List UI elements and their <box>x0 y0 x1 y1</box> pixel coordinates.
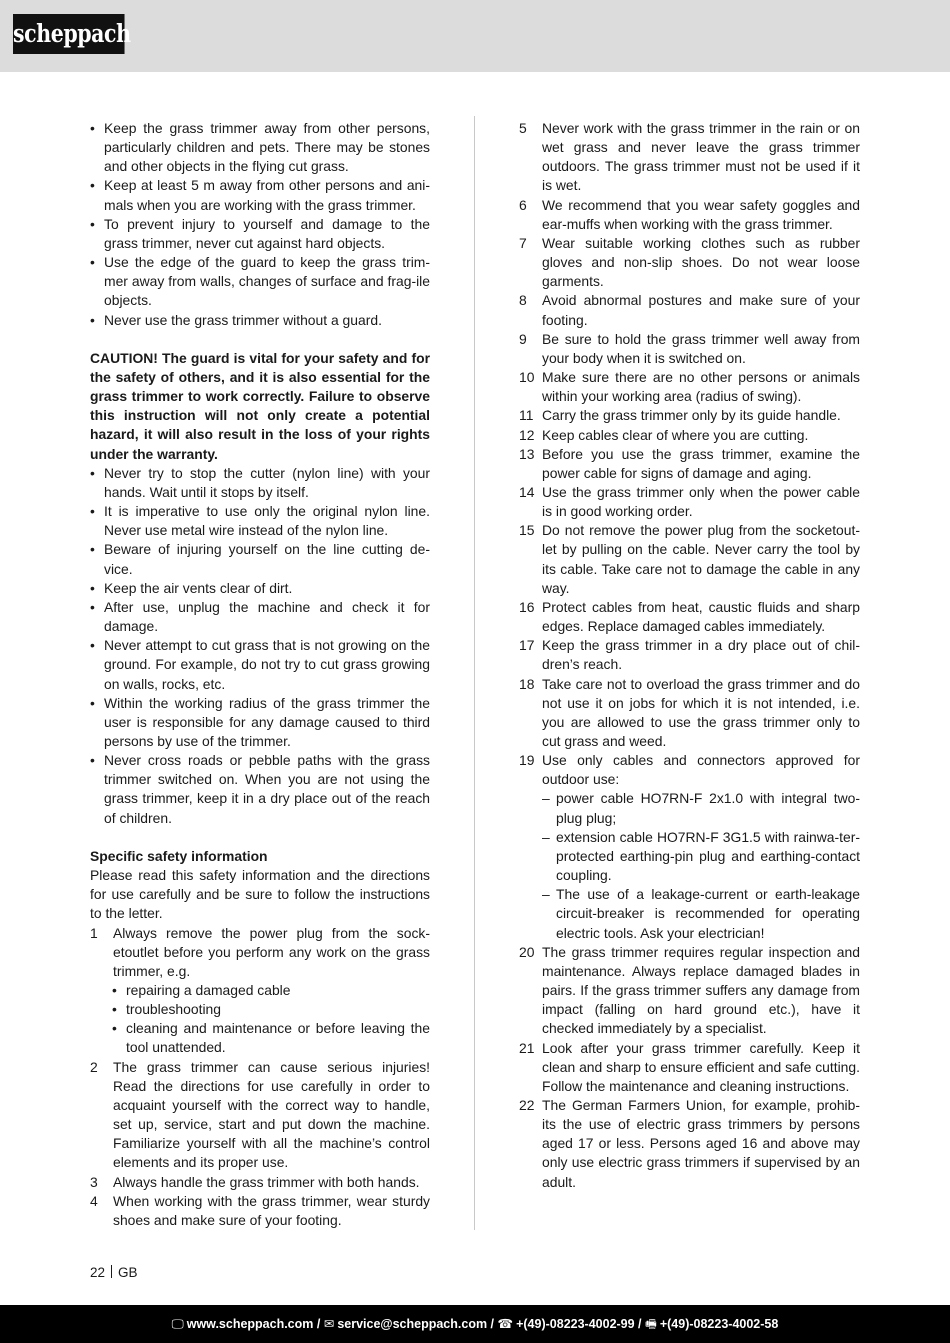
footer-fax: +(49)-08223-4002-58 <box>659 1317 779 1331</box>
footer-email: service@scheppach.com / <box>337 1317 495 1331</box>
list-item: • Never attempt to cut grass that is not growing on the ground. For example, do not try to cut grass growing on walls, rocks, etc. <box>90 636 430 693</box>
section-intro: Please read this safety information and the directions for use carefully and be sure to follow the instructions to the letter. <box>90 867 430 922</box>
item-text: Do not remove the power plug from the socketout-let by pulling on the cable. Never carry the tool by its cable. Take care not to damage the cable in any way. <box>542 522 860 596</box>
item-text: The German Farmers Union, for example, prohib-its the use of electric grass trimmers by persons aged 17 or less. Persons aged 16 and above may only use electric grass trimmers if supervised by an adult. <box>542 1096 860 1190</box>
numbered-item <box>90 1173 430 1192</box>
item-number: 13 <box>519 445 535 462</box>
item-text: Be sure to hold the grass trimmer well away from your body when it is switched on. <box>542 330 860 366</box>
item-number: 12 <box>519 426 535 443</box>
item-number: 6 <box>519 196 527 213</box>
item-text: Protect cables from heat, caustic fluids and sharp edges. Replace damaged cables immediately. <box>542 598 860 635</box>
item-number: 7 <box>519 234 527 251</box>
list-item: • Use the edge of the guard to keep the grass trim-mer away from walls, changes of surface and frag-ile objects. <box>90 253 430 310</box>
item-text: The grass trimmer requires regular inspection and maintenance. Always replace damaged blades in pairs. If the grass trimmer suffers any damage from impact (falling on hard ground etc.), have it checked immediately by a specialist. <box>542 943 860 1037</box>
item-text: Keep the grass trimmer in a dry place out of chil-dren’s reach. <box>542 637 860 673</box>
item-number: 10 <box>519 369 535 386</box>
list-item: • Keep at least 5 m away from other persons and ani-mals when you are working with the grass trimmer. <box>90 176 430 214</box>
list-item: • Keep the grass trimmer away from other persons, particularly children and pets. There may be stones and other objects in the flying cut grass. <box>90 119 430 176</box>
item-text: Use the grass trimmer only when the power cable is in good working order. <box>542 483 860 520</box>
item-text: When working with the grass trimmer, wear sturdy shoes and make sure of your footing. <box>113 1192 430 1228</box>
column-divider <box>474 116 475 1230</box>
section-heading: Specific safety information <box>90 847 268 864</box>
numbered-item <box>519 483 860 521</box>
numbered-item <box>90 924 430 981</box>
numbered-item <box>519 521 860 598</box>
item-text: The grass trimmer can cause serious injuries! Read the directions for use carefully in order to acquaint yourself with the correct way to handle, set up, service, start and put down the machine. Familiarize yourself with all the machine’s control elements and its proper use. <box>113 1058 430 1171</box>
numbered-item <box>519 368 860 406</box>
numbered-item <box>519 426 860 445</box>
list-item: • To prevent injury to yourself and damage to the grass trimmer, never cut against hard objects. <box>90 215 430 253</box>
item-number: 19 <box>519 752 535 769</box>
footer-website: www.scheppach.com / <box>186 1317 321 1331</box>
list-item: • Beware of injuring yourself on the line cutting de-vice. <box>90 540 430 578</box>
item-number: 8 <box>519 292 527 309</box>
list-item: • It is imperative to use only the original nylon line. Never use metal wire instead of the nylon line. <box>90 502 430 540</box>
item-text: We recommend that you wear safety goggles and ear-muffs when working with the grass trimmer. <box>542 196 860 232</box>
computer-icon: 🖵 <box>171 1317 184 1331</box>
numbered-item <box>519 636 860 674</box>
item-number: 17 <box>519 637 535 654</box>
item-number: 4 <box>90 1192 98 1209</box>
list-item: • Keep the air vents clear of dirt. <box>90 579 430 598</box>
numbered-item <box>90 1058 430 1173</box>
page-footer <box>0 1305 950 1343</box>
phone-icon: ☎ <box>497 1317 514 1331</box>
intro-bullet-list <box>90 119 430 330</box>
scheppach-logo: scheppach <box>13 14 125 54</box>
numbered-item <box>519 751 860 789</box>
numbered-item <box>519 598 860 636</box>
list-item: • Never try to stop the cutter (nylon line) with your hands. Wait until it stops by itself. <box>90 464 430 502</box>
item-text: Before you use the grass trimmer, examine the power cable for signs of damage and aging. <box>542 445 860 481</box>
item-text: Keep cables clear of where you are cutting. <box>542 426 809 443</box>
sub-list-item: • troubleshooting <box>90 1000 430 1019</box>
numbered-item <box>519 1039 860 1096</box>
numbered-item <box>519 234 860 291</box>
list-item: • Within the working radius of the grass trimmer the user is responsible for any damage caused to third persons by use of the trimmer. <box>90 694 430 751</box>
mail-icon: ✉ <box>323 1317 335 1331</box>
page-header <box>0 0 950 72</box>
numbered-list-b <box>519 943 860 1192</box>
sub-list-item: • repairing a damaged cable <box>90 981 430 1000</box>
footer-phone: +(49)-08223-4002-99 / <box>516 1317 642 1331</box>
item-number: 2 <box>90 1058 98 1075</box>
item-number: 14 <box>519 483 535 500</box>
item-number: 18 <box>519 675 535 692</box>
numbered-item <box>519 291 860 329</box>
numbered-list-a <box>519 119 860 789</box>
fax-icon: 🖷 <box>645 1317 657 1331</box>
item-text: Use only cables and connectors approved for outdoor use: <box>542 752 860 788</box>
item-text: Always handle the grass trimmer with both hands. <box>113 1173 420 1190</box>
page-number <box>90 1265 138 1280</box>
list-item: • After use, unplug the machine and check it for damage. <box>90 598 430 636</box>
numbered-item <box>519 1096 860 1192</box>
item-number: 11 <box>519 407 534 424</box>
item-text: Always remove the power plug from the sock-etoutlet before you perform any work on the grass trimmer, e.g. <box>113 924 430 979</box>
list-item: • Never use the grass trimmer without a guard. <box>90 311 430 330</box>
item-number: 20 <box>519 943 535 960</box>
dash-item: – The use of a leakage-current or earth-leakage circuit-breaker is recommended for operating electric tools. Ask your electrician! <box>519 885 860 942</box>
numbered-item <box>519 675 860 752</box>
numbered-item <box>519 943 860 1039</box>
item-text: Carry the grass trimmer only by its guide handle. <box>542 407 841 424</box>
item-text: Never work with the grass trimmer in the rain or on wet grass and never leave the grass trimmer outdoors. The grass trimmer must not be used if it is wet. <box>542 120 860 194</box>
caution-bullet-list <box>90 464 430 828</box>
dash-item: – power cable HO7RN-F 2x1.0 with integral two-plug plug; <box>519 789 860 827</box>
item-text: Look after your grass trimmer carefully. Keep it clean and sharp to ensure efficient and safe cutting. Follow the maintenance and cleaning instructions. <box>542 1039 860 1094</box>
page-language: GB <box>118 1265 138 1280</box>
item-text: Take care not to overload the grass trimmer and do not use it on jobs for which it is not intended, i.e. you are allowed to use the grass trimmer only to cut grass and weed. <box>542 675 860 749</box>
item-number: 3 <box>90 1173 98 1190</box>
page-number-value: 22 <box>90 1265 106 1280</box>
list-item: • Never cross roads or pebble paths with the grass trimmer switched on. When you are not using the grass trimmer, keep it in a dry place out of the reach of children. <box>90 751 430 828</box>
numbered-item <box>519 445 860 483</box>
item-number: 22 <box>519 1096 535 1113</box>
item-text: Wear suitable working clothes such as rubber gloves and non-slip shoes. Do not wear loose garments. <box>542 234 860 290</box>
item-number: 9 <box>519 330 527 347</box>
caution-paragraph: CAUTION! The guard is vital for your safety and for the safety of others, and it is also essential for the grass trimmer to work correctly. Failure to observe this instruction will not only create a potential hazard, it will also result in the loss of your rights under the warranty. <box>90 349 430 462</box>
item-number: 5 <box>519 120 527 136</box>
numbered-item <box>519 119 860 196</box>
item-number: 15 <box>519 522 535 539</box>
numbered-item <box>519 406 860 425</box>
numbered-item <box>519 330 860 368</box>
item-text: Make sure there are no other persons or animals within your working area (radius of swing). <box>542 369 860 405</box>
item-number: 16 <box>519 598 535 615</box>
item-number: 21 <box>519 1039 535 1056</box>
right-column <box>519 119 860 1192</box>
numbered-item <box>90 1192 430 1230</box>
numbered-item <box>519 196 860 234</box>
left-column <box>90 119 430 1230</box>
sub-list-item: • cleaning and maintenance or before leaving the tool unattended. <box>90 1019 430 1057</box>
item-text: Avoid abnormal postures and make sure of your footing. <box>542 292 860 328</box>
dash-item: – extension cable HO7RN-F 3G1.5 with rainwa-ter- protected earthing-pin plug and earthing-contact coupling. <box>519 828 860 885</box>
item-number: 1 <box>90 924 98 941</box>
